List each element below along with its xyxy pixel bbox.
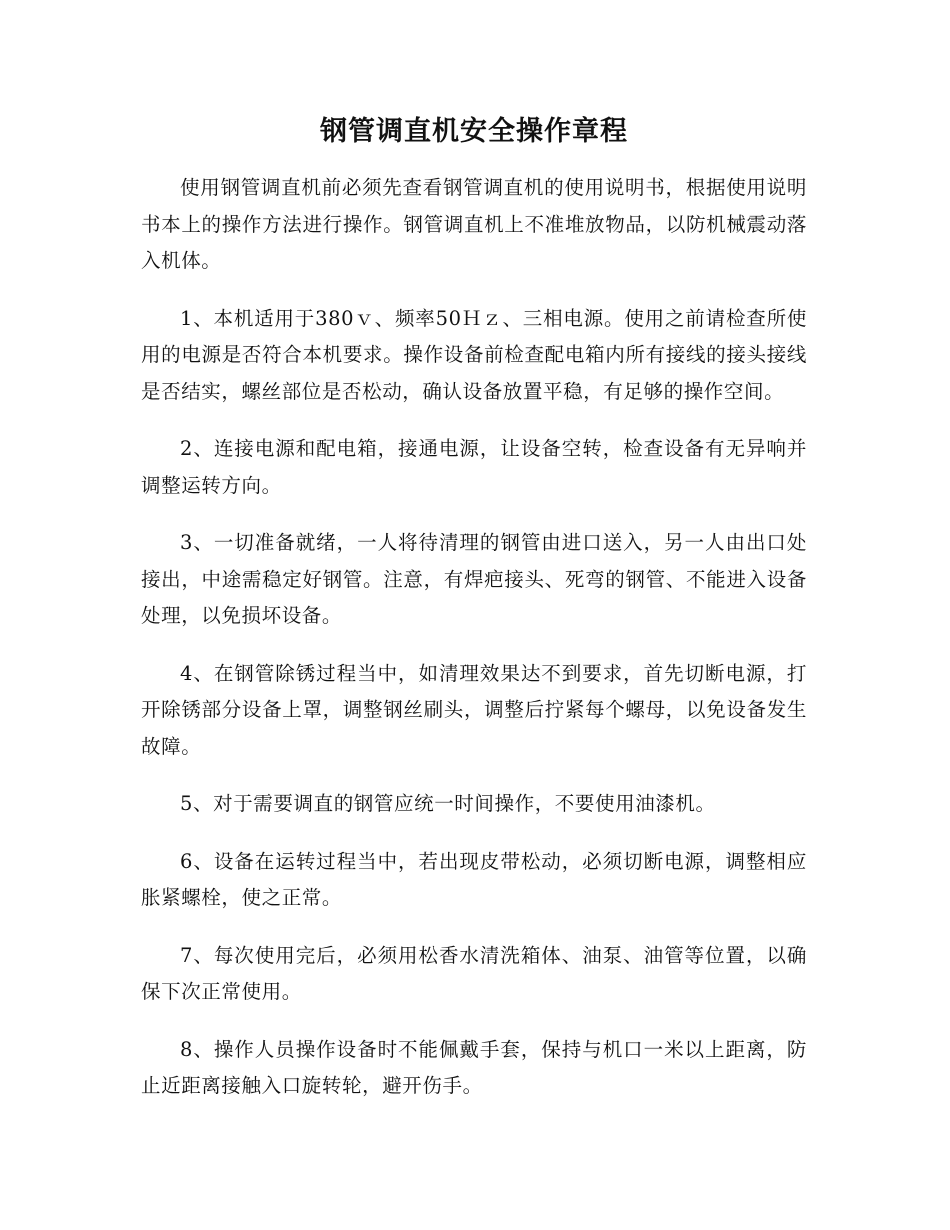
rule-paragraph-6: 6、设备在运转过程当中，若出现皮带松动，必须切断电源，调整相应胀紧螺栓，使之正常。	[141, 849, 807, 909]
rule-paragraph-4: 4、在钢管除锈过程当中，如清理效果达不到要求，首先切断电源，打开除锈部分设备上罩，调整钢丝刷头，调整后拧紧每个螺母，以免设备发生故障。	[141, 661, 807, 758]
rule-paragraph-7: 7、每次使用完后，必须用松香水清洗箱体、油泵、油管等位置，以确保下次正常使用。	[141, 943, 807, 1003]
intro-paragraph: 使用钢管调直机前必须先查看钢管调直机的使用说明书，根据使用说明书本上的操作方法进行操作。钢管调直机上不准堆放物品，以防机械震动落入机体。	[141, 176, 807, 272]
rule-paragraph-1: 1、本机适用于380ｖ、频率50Ｈｚ、三相电源。使用之前请检查所使用的电源是否符合本机要求。操作设备前检查配电箱内所有接线的接头接线是否结实，螺丝部位是否松动，确认设备放置平稳，有足够的操作空间。	[141, 306, 807, 403]
rule-paragraph-8: 8、操作人员操作设备时不能佩戴手套，保持与机口一米以上距离，防止近距离接触入口旋转轮，避开伤手。	[141, 1037, 807, 1097]
rule-paragraph-2: 2、连接电源和配电箱，接通电源，让设备空转，检查设备有无异响并调整运转方向。	[141, 437, 807, 497]
document-title: 钢管调直机安全操作章程	[320, 116, 628, 147]
rule-paragraph-5: 5、对于需要调直的钢管应统一时间操作，不要使用油漆机。	[180, 792, 716, 815]
rule-paragraph-3: 3、一切准备就绪，一人将待清理的钢管由进口送入，另一人由出口处接出，中途需稳定好钢管。注意，有焊疤接头、死弯的钢管、不能进入设备处理，以免损坏设备。	[141, 531, 807, 627]
